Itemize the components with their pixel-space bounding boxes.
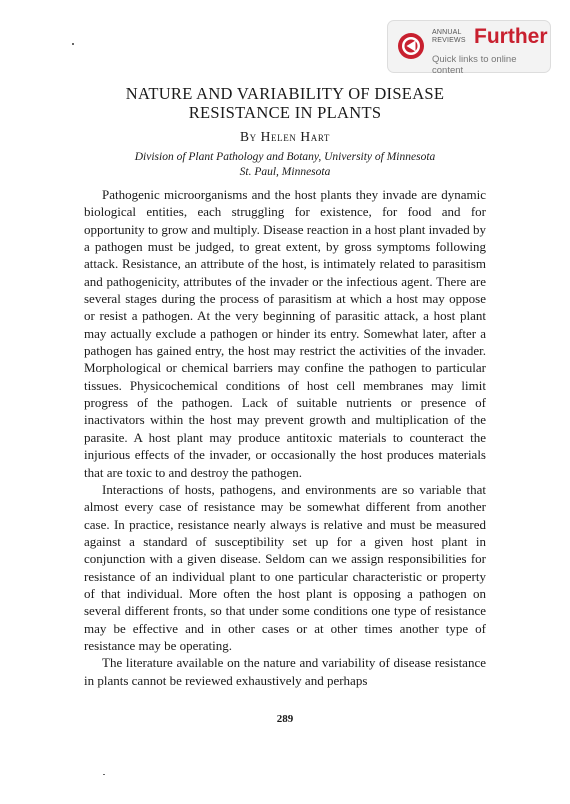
badge-annual-reviews-text [432, 29, 466, 45]
body-paragraph: Pathogenic microorganisms and the host plants they invade are dynamic biological entities, each struggling for existence, for food and for opportunity to grow and multiply. Disease reaction in a host plant invaded by a pathogen must be judged, to great extent, by gross symptoms following attack. Resistance, an attribute of the host, is intimately related to parasitism and pathogenicity, attributes of the invader or the infectious agent. There are several stages during the process of parasitism at which a host may oppose or resist a pathogen. At the very beginning of parasitic attack, a host plant may actually exclude a pathogen or hinder its entry. Somewhat later, after a pathogen has gained entry, the host may restrict the activities of the invader. Morphological or chemical barriers may confine the pathogen to particular tissues. Physicochemical conditions of host cell membranes may limit progress of the pathogen. Lack of suitable nutrients or presence of inactivators within the host may prevent growth and multiplication of the parasite. A host plant may produce antitoxic materials to counteract the injurious effects of the invader, or occasionally the host produces materials that are toxic to and destroy the pathogen. [84, 187, 486, 480]
badge-reviews-label: REVIEWS [432, 37, 466, 44]
article-author: By Helen Hart [239, 129, 330, 144]
article-title-line: RESISTANCE IN PLANTS [188, 103, 382, 122]
annual-reviews-logo-icon [396, 31, 426, 61]
page-number: 289 [276, 713, 294, 725]
body-paragraph: The literature available on the nature and variability of disease resistance in plants cannot be reviewed exhaustively and perhaps [84, 655, 486, 688]
author-affiliation [90, 150, 480, 179]
badge-annual-label: ANNUAL [432, 29, 462, 36]
affiliation-line: Division of Plant Pathology and Botany, University of Minnesota [134, 151, 436, 163]
body-paragraph: Interactions of hosts, pathogens, and environments are so variable that almost every case of resistance may be somewhat different from another case. In practice, resistance nearly always is relative and must be measured against a standard of susceptibility set up for a given host plant in conjunction with a given disease. Seldom can we assign responsibilities for resistance of an individual plant to one particular characteristic or property of that individual. More often the host plant is opposing a pathogen on several different fronts, so that under some conditions one type of resistance may be effective and in other cases or at other times another type of resistance may be operating. [84, 481, 486, 653]
scan-speck [103, 774, 105, 775]
article-title-line: NATURE AND VARIABILITY OF DISEASE [125, 84, 445, 103]
scan-speck [72, 43, 74, 45]
article-title [100, 84, 470, 122]
affiliation-line: St. Paul, Minnesota [239, 165, 331, 178]
badge-further-label: Further [474, 25, 548, 48]
badge-subtitle: Quick links to online content [432, 54, 517, 76]
article-body [84, 186, 486, 689]
annual-reviews-further-badge[interactable] [387, 20, 551, 76]
